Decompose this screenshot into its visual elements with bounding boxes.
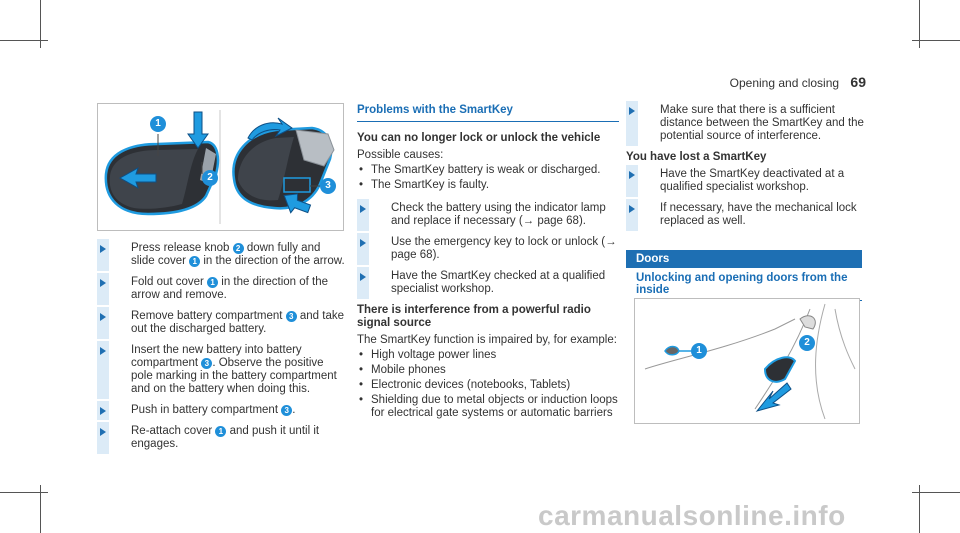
step-item	[626, 104, 866, 143]
smartkey-problems	[357, 104, 619, 430]
callout-3: 3	[281, 405, 292, 416]
step-text: If necessary, have the mechanical lock replaced as well.	[660, 202, 857, 227]
callout-1: 1	[215, 426, 226, 437]
step-text: and push it until it engages.	[131, 425, 320, 450]
section-name: Opening and closing	[729, 76, 840, 90]
callout-3: 3	[320, 178, 336, 194]
step-item	[97, 344, 347, 396]
step-text: Use the emergency key to lock or unlock (→ page 68).	[391, 236, 617, 261]
crop-mark	[912, 492, 960, 493]
watermark: carmanualsonline.info	[538, 500, 846, 531]
step-arrow-icon	[360, 239, 366, 247]
door-handle-figure	[634, 298, 860, 424]
paragraph: Possible causes:	[357, 149, 444, 161]
causes-list	[357, 164, 619, 192]
section-title: Problems with the SmartKey	[357, 104, 619, 122]
smartkey-battery-figure	[97, 103, 344, 231]
step-item	[357, 202, 619, 228]
callout-3: 3	[286, 311, 297, 322]
step-text: Remove battery compartment	[131, 310, 286, 322]
callout-2: 2	[202, 170, 218, 186]
step-arrow-icon	[100, 407, 106, 415]
callout-1: 1	[207, 277, 218, 288]
callout-1: 1	[189, 256, 200, 267]
step-text: and take out the discharged battery.	[131, 310, 344, 335]
doors-section-band: Doors	[626, 250, 862, 268]
page-header	[730, 74, 866, 90]
crop-mark	[0, 40, 48, 41]
smartkey-illustration	[98, 104, 343, 230]
list-item: • Shielding due to metal objects or induction loops for electrical gate systems or automatic barriers	[359, 394, 618, 419]
step-text: .	[292, 404, 296, 416]
callout-2: 2	[799, 335, 815, 351]
step-arrow-icon	[629, 107, 635, 115]
subheading: There is interference from a powerful radio signal source	[357, 304, 591, 329]
step-text: Fold out cover	[131, 276, 208, 288]
step-item	[626, 202, 866, 228]
step-arrow-icon	[100, 279, 106, 287]
step-arrow-icon	[629, 171, 635, 179]
step-text: Check the battery using the indicator lamp and replace if necessary (→ page 68).	[391, 202, 606, 227]
step-item	[97, 404, 347, 417]
step-arrow-icon	[360, 273, 366, 281]
step-item	[97, 425, 347, 451]
step-arrow-icon	[360, 205, 366, 213]
step-arrow-icon	[100, 313, 106, 321]
lost-smartkey	[626, 104, 866, 236]
step-text: down fully and slide cover	[131, 242, 321, 267]
list-item: • The SmartKey is faulty.	[359, 179, 490, 191]
subheading: You have lost a SmartKey	[626, 151, 767, 163]
step-item	[97, 242, 347, 268]
list-item: • High voltage power lines	[359, 349, 497, 361]
callout-1: 1	[691, 343, 707, 359]
callout-1: 1	[150, 116, 166, 132]
doors-subtitle: Unlocking and opening doors from the inside	[636, 272, 862, 301]
step-item	[626, 168, 866, 194]
step-text: Have the SmartKey deactivated at a qualified specialist workshop.	[660, 168, 845, 193]
list-item: • Electronic devices (notebooks, Tablets)	[359, 379, 571, 391]
step-text: Have the SmartKey checked at a qualified specialist workshop.	[391, 270, 606, 295]
step-item	[97, 276, 347, 302]
step-text: . Observe the positive pole marking in the battery compartment and on the battery when doing this.	[131, 357, 337, 395]
step-text: Make sure that there is a sufficient distance between the SmartKey and the potential source of interference.	[660, 104, 864, 142]
paragraph: The SmartKey function is impaired by, for example:	[357, 334, 617, 346]
crop-mark	[0, 492, 48, 493]
door-illustration	[635, 299, 859, 423]
step-text: in the direction of the arrow.	[200, 255, 345, 267]
list-item: • The SmartKey battery is weak or discharged.	[359, 164, 601, 176]
callout-2: 2	[233, 243, 244, 254]
interference-list	[357, 349, 619, 420]
step-item	[97, 310, 347, 336]
callout-3: 3	[201, 358, 212, 369]
step-text: Press release knob	[131, 242, 233, 254]
subheading: You can no longer lock or unlock the vehicle	[357, 132, 601, 144]
step-arrow-icon	[629, 205, 635, 213]
step-arrow-icon	[100, 347, 106, 355]
list-item: • Mobile phones	[359, 364, 446, 376]
battery-steps	[97, 242, 347, 459]
step-item	[357, 270, 619, 296]
step-text: Re-attach cover	[131, 425, 216, 437]
step-text: Insert the new battery into battery compartment	[131, 344, 302, 369]
step-arrow-icon	[100, 245, 106, 253]
crop-mark	[912, 40, 960, 41]
step-arrow-icon	[100, 428, 106, 436]
step-text: in the direction of the arrow and remove.	[131, 276, 329, 301]
page-number: 69	[850, 74, 866, 90]
step-text: Push in battery compartment	[131, 404, 282, 416]
step-item	[357, 236, 619, 262]
